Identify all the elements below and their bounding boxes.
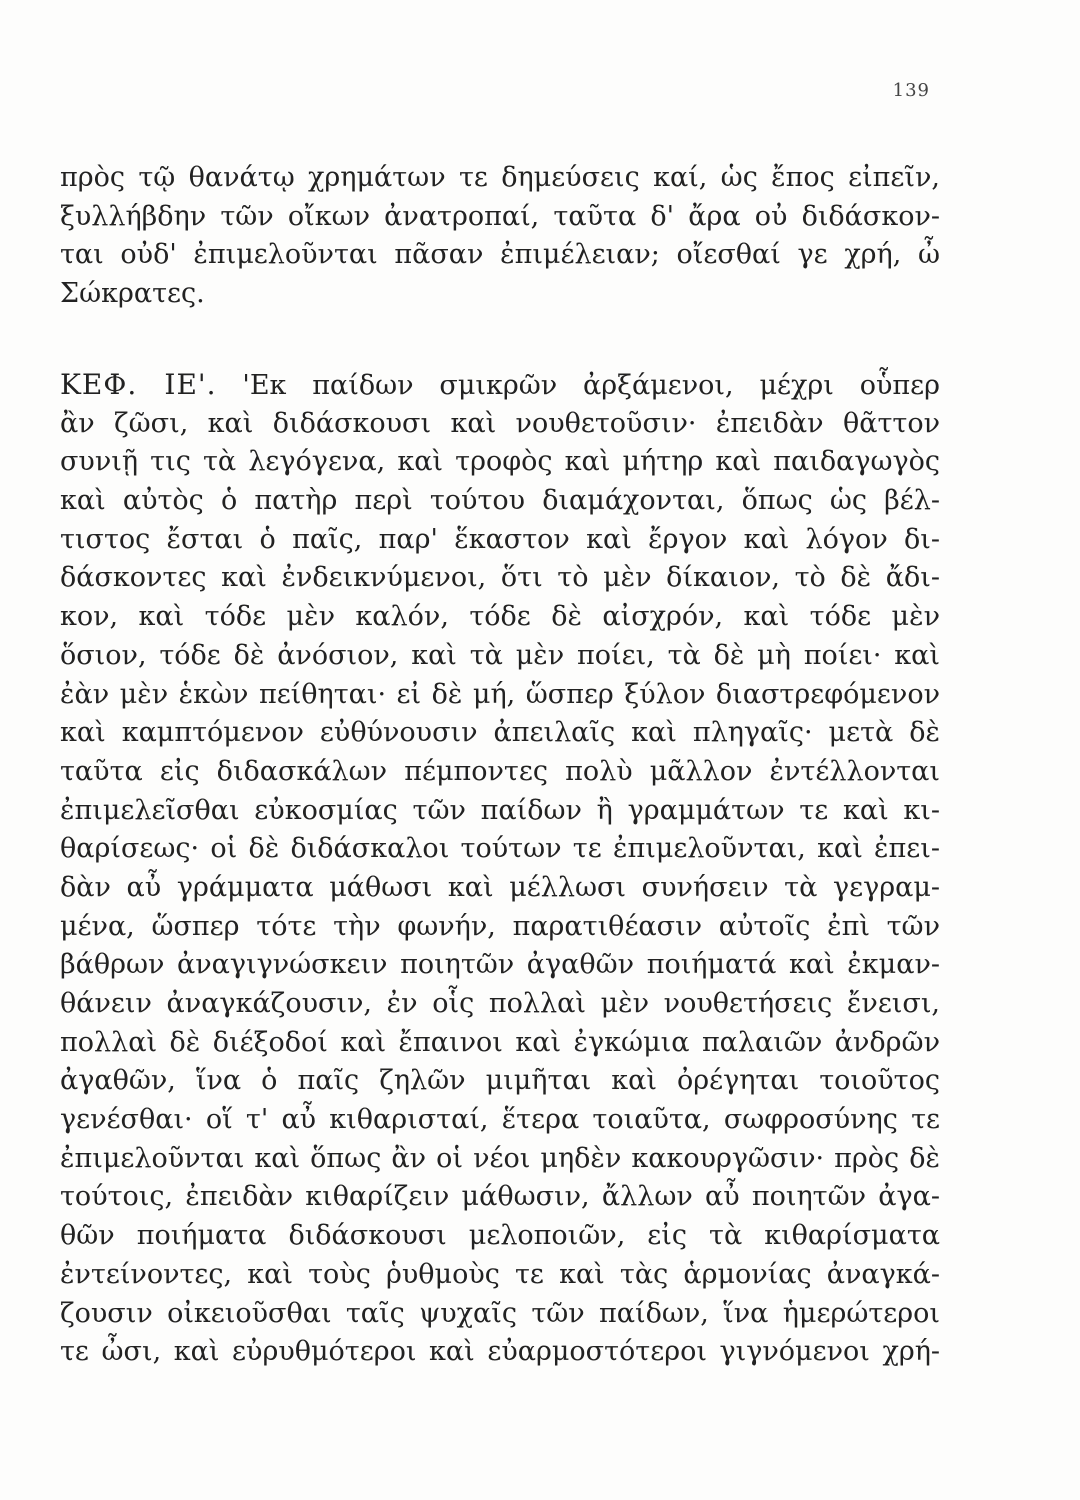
paragraph-continuation [60, 159, 940, 314]
text-line: δάσκοντες καὶ ἐνδεικνύμενοι, ὅτι τὸ μὲν δίκαιον, τὸ δὲ ἄδι- [60, 562, 940, 594]
text-line: ἂν ζῶσι, καὶ διδάσκουσι καὶ νουθετοῦσιν· ἐπειδὰν θᾶττον [60, 407, 940, 439]
text-line: δὰν αὖ γράμματα μάθωσι καὶ μέλλωσι συνήσειν τὰ γεγραμ- [60, 871, 940, 903]
text-line: ζουσιν οἰκειοῦσθαι ταῖς ψυχαῖς τῶν παίδων, ἵνα ἡμερώτεροι [60, 1297, 940, 1329]
text-line: ἀγαθῶν, ἵνα ὁ παῖς ζηλῶν μιμῆται καὶ ὀρέγηται τοιοῦτος [60, 1065, 940, 1097]
text-line: θαρίσεως· οἱ δὲ διδάσκαλοι τούτων τε ἐπιμελοῦνται, καὶ ἐπει- [60, 833, 940, 865]
text-line: ἐὰν μὲν ἑκὼν πείθηται· εἰ δὲ μή, ὥσπερ ξύλον διαστρεφόμενον [60, 678, 940, 710]
first-line-text: 'Εκ παίδων σμικρῶν ἀρξάμενοι, μέχρι οὗπερ [242, 370, 940, 401]
text-line: πρὸς τῷ θανάτῳ χρημάτων τε δημεύσεις καί, ὡς ἔπος εἰπεῖν, [60, 162, 940, 193]
text-line: τιστος ἔσται ὁ παῖς, παρ' ἕκαστον καὶ ἔργον καὶ λόγον δι- [60, 523, 940, 555]
text-line: καὶ αὐτὸς ὁ πατὴρ περὶ τούτου διαμάχονται, ὅπως ὡς βέλ- [60, 485, 940, 517]
text-line [60, 1372, 940, 1411]
text-line: γενέσθαι· οἵ τ' αὖ κιθαρισταί, ἕτερα τοιαῦτα, σωφροσύνης τε [60, 1104, 940, 1136]
text-line: ἐπιμελοῦνται καὶ ὅπως ἂν οἱ νέοι μηδὲν κακουργῶσιν· πρὸς δὲ [60, 1142, 940, 1174]
text-line: ἐντείνοντες, καὶ τοὺς ῥυθμοὺς τε καὶ τὰς ἁρμονίας ἀναγκά- [60, 1258, 940, 1290]
text-line: καὶ καμπτόμενον εὐθύνουσιν ἀπειλαῖς καὶ πληγαῖς· μετὰ δὲ [60, 717, 940, 749]
page-number: 139 [892, 80, 930, 101]
text-line: κον, καὶ τόδε μὲν καλόν, τόδε δὲ αἰσχρόν, καὶ τόδε μὲν [60, 601, 940, 633]
text-line: θῶν ποιήματα διδάσκουσι μελοποιῶν, εἰς τὰ κιθαρίσματα [60, 1220, 940, 1252]
chapter-paragraph [60, 366, 940, 1411]
text-line: ταῦτα εἰς διδασκάλων πέμποντες πολὺ μᾶλλον ἐντέλλονται [60, 755, 940, 787]
text-line: τούτοις, ἐπειδὰν κιθαρίζειν μάθωσιν, ἄλλων αὖ ποιητῶν ἀγα- [60, 1181, 940, 1213]
text-line: συνιῇ τις τὰ λεγόγενα, καὶ τροφὸς καὶ μήτηρ καὶ παιδαγωγὸς [60, 446, 940, 478]
text-line: πολλαὶ δὲ διέξοδοί καὶ ἔπαινοι καὶ ἐγκώμια παλαιῶν ἀνδρῶν [60, 1026, 940, 1058]
text-line: θάνειν ἀναγκάζουσιν, ἐν οἷς πολλαὶ μὲν νουθετήσεις ἔνεισι, [60, 988, 940, 1019]
text-line-first [60, 366, 940, 405]
text-line: ξυλλήβδην τῶν οἴκων ἀνατροπαί, ταῦτα δ' ἄρα οὐ διδάσκον- [60, 200, 940, 232]
text-line: ται οὐδ' ἐπιμελοῦνται πᾶσαν ἐπιμέλειαν; οἴεσθαί γε χρή, ὦ [60, 239, 940, 271]
text-line: Σώκρατες. [60, 278, 205, 310]
chapter-label: ΚΕΦ. ΙΕ'. [60, 368, 217, 401]
text-line: τε ὦσι, καὶ εὐρυθμότεροι καὶ εὐαρμοστότεροι γιγνόμενοι χρή- [60, 1336, 940, 1368]
text-line: ὅσιον, τόδε δὲ ἀνόσιον, καὶ τὰ μὲν ποίει, τὰ δὲ μὴ ποίει· καὶ [60, 639, 940, 671]
text-line: βάθρων ἀναγιγνώσκειν ποιητῶν ἀγαθῶν ποιήματά καὶ ἐκμαν- [60, 949, 940, 981]
text-line: μένα, ὥσπερ τότε τὴν φωνήν, παρατιθέασιν αὐτοῖς ἐπὶ τῶν [60, 910, 940, 942]
text-line: ἐπιμελεῖσθαι εὐκοσμίας τῶν παίδων ἢ γραμμάτων τε καὶ κι- [60, 794, 940, 826]
